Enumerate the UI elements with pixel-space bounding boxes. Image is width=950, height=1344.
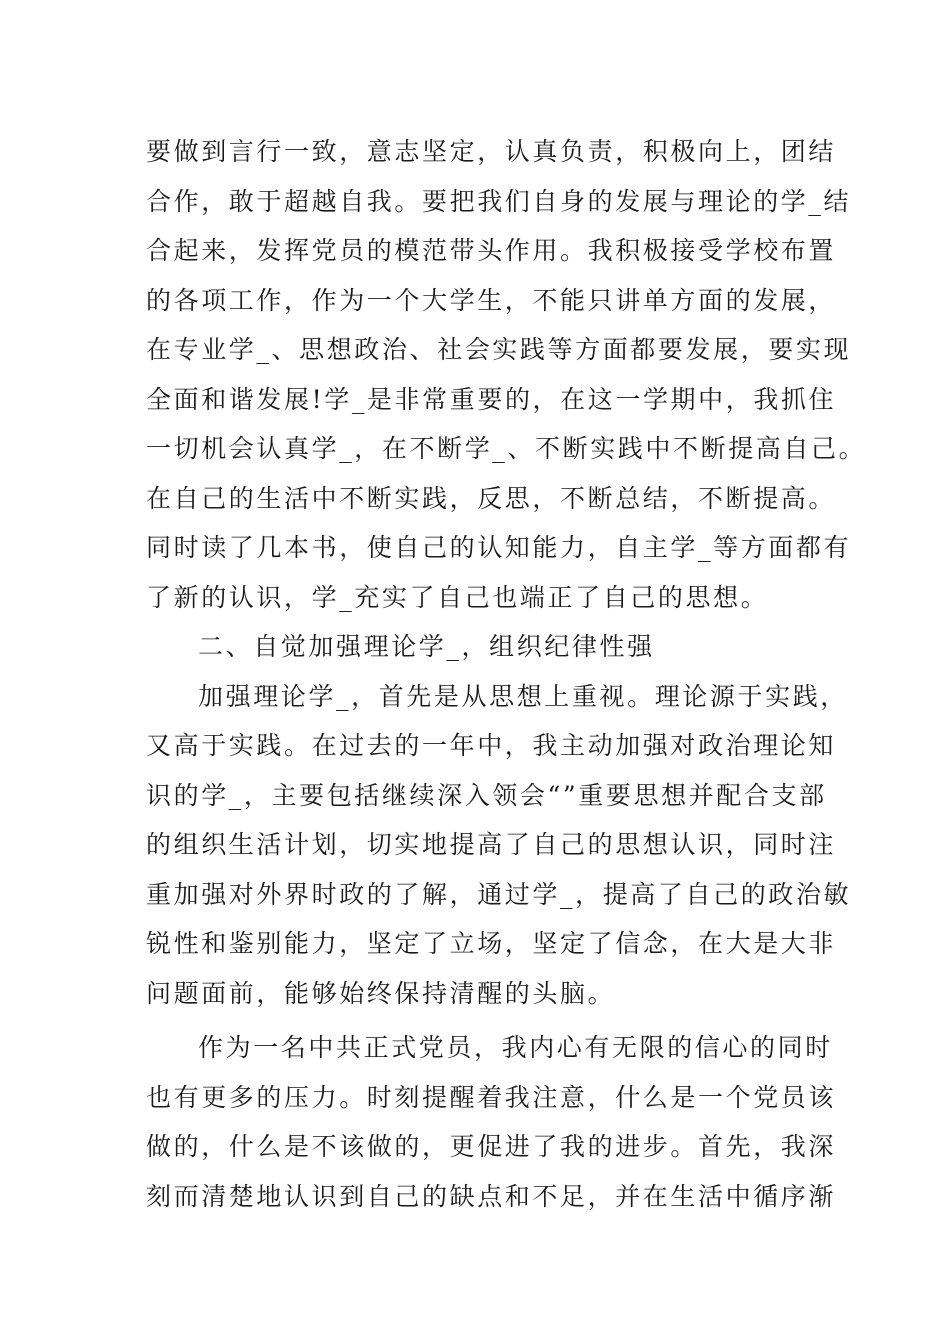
text-line: 同时读了几本书，使自己的认知能力，自主学_等方面都有 (146, 533, 852, 562)
text-line: 在自己的生活中不断实践，反思，不断总结，不断提高。 (146, 484, 837, 513)
text-line: 刻而清楚地认识到自己的缺点和不足，并在生活中循序渐 (146, 1182, 837, 1211)
text-line: 的各项工作，作为一个大学生，不能只讲单方面的发展， (146, 286, 837, 315)
text-line: 做的，什么是不该做的，更促进了我的进步。首先，我深 (146, 1132, 837, 1161)
text-line: 一切机会认真学_，在不断学_、不断实践中不断提高自己。 (146, 434, 867, 463)
text-line: 全面和谐发展!学_是非常重要的，在这一学期中，我抓住 (146, 385, 837, 414)
text-line: 作为一名中共正式党员，我内心有无限的信心的同时 (198, 1033, 833, 1062)
text-line: 在专业学_、思想政治、社会实践等方面都要发展，要实现 (146, 335, 852, 364)
text-line: 也有更多的压力。时刻提醒着我注意，什么是一个党员该 (146, 1083, 837, 1112)
text-line: 了新的认识，学_充实了自己也端正了自己的思想。 (146, 583, 769, 612)
text-line: 又高于实践。在过去的一年中，我主动加强对政治理论知 (146, 731, 837, 760)
text-line: 的组织生活计划，切实地提高了自己的思想认识，同时注 (146, 830, 837, 859)
text-line: 加强理论学_，首先是从思想上重视。理论源于实践， (198, 682, 848, 711)
text-line: 锐性和鉴别能力，坚定了立场，坚定了信念，在大是大非 (146, 929, 837, 958)
text-line: 识的学_，主要包括继续深入领会“”重要思想并配合支部 (146, 781, 827, 810)
text-line: 合起来，发挥党员的模范带头作用。我积极接受学校布置 (146, 236, 837, 265)
text-line: 问题面前，能够始终保持清醒的头脑。 (146, 979, 616, 1008)
text-line: 合作，敢于超越自我。要把我们自身的发展与理论的学_结 (146, 187, 852, 216)
text-line: 重加强对外界时政的了解，通过学_，提高了自己的政治敏 (146, 880, 852, 909)
text-line: 要做到言行一致，意志坚定，认真负责，积极向上，团结 (146, 137, 837, 166)
section-heading: 二、自觉加强理论学_，组织纪律性强 (198, 632, 655, 661)
